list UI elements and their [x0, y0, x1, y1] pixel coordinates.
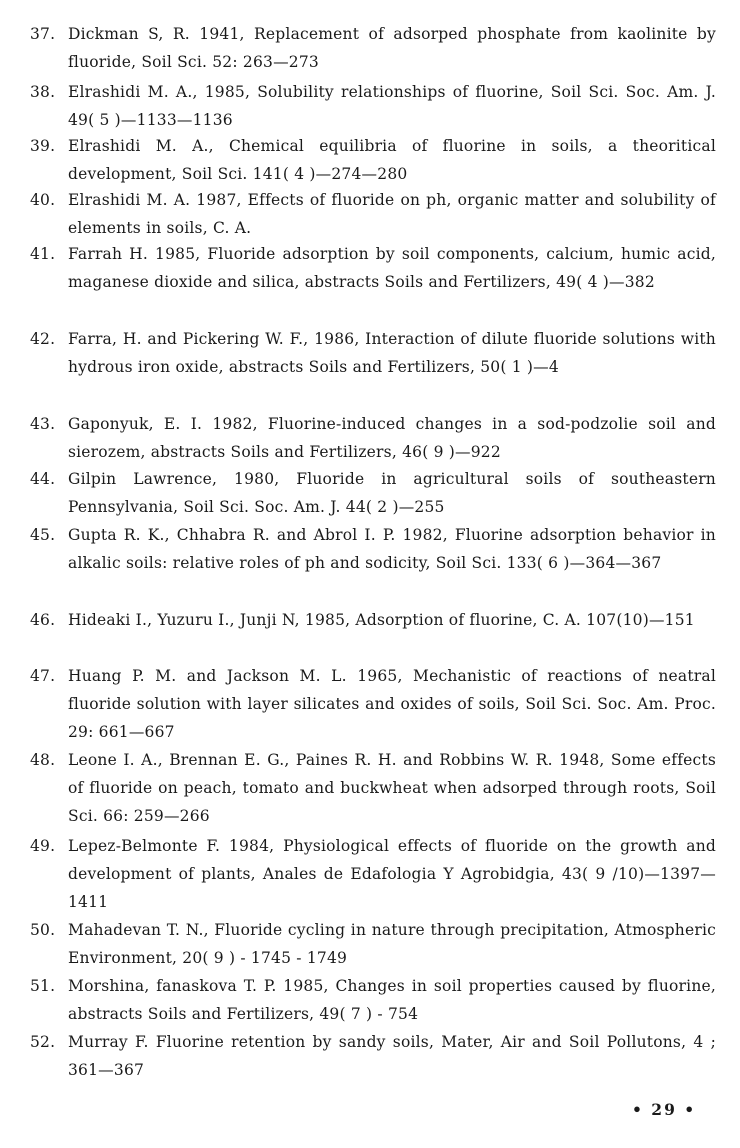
reference-item-52 — [30, 1028, 716, 1084]
reference-text: Elrashidi M. A., 1985, Solubility relationships of fluorine, Soil Sci. Soc. Am. J. 49( 5 )—1133—1136 — [68, 83, 716, 129]
reference-number: 39. — [30, 137, 56, 155]
reference-number: 41. — [30, 245, 56, 263]
reference-text: Farrah H. 1985, Fluoride adsorption by soil components, calcium, humic acid, maganese dioxide and silica, abstracts Soils and Fertilizers, 49( 4 )—382 — [68, 245, 716, 291]
reference-number: 42. — [30, 330, 56, 348]
reference-number: 46. — [30, 611, 56, 629]
reference-text: Gupta R. K., Chhabra R. and Abrol I. P. 1982, Fluorine adsorption behavior in alkalic soils: relative roles of ph and sodicity, Soil Sci. 133( 6 )—364—367 — [68, 526, 716, 572]
reference-text: Lepez-Belmonte F. 1984, Physiological effects of fluoride on the growth and development of plants, Anales de Edafologia Y Agrobidgia, 43( 9 /10)—1397—1411 — [68, 837, 716, 911]
reference-item-48 — [30, 746, 716, 830]
reference-text: Gilpin Lawrence, 1980, Fluoride in agricultural soils of southeastern Pennsylvania, Soil Sci. Soc. Am. J. 44( 2 )—255 — [68, 470, 716, 516]
page-number: • 29 • — [632, 1100, 697, 1119]
reference-text: Farra, H. and Pickering W. F., 1986, Interaction of dilute fluoride solutions with hydrous iron oxide, abstracts Soils and Fertilizers, 50( 1 )—4 — [68, 330, 716, 376]
reference-item-41 — [30, 240, 716, 296]
reference-item-50 — [30, 916, 716, 972]
reference-text: Hideaki I., Yuzuru I., Junji N, 1985, Adsorption of fluorine, C. A. 107(10)—151 — [68, 611, 695, 629]
reference-number: 47. — [30, 667, 56, 685]
reference-item-44 — [30, 465, 716, 521]
reference-text: Huang P. M. and Jackson M. L. 1965, Mechanistic of reactions of neatral fluoride solution with layer silicates and oxides of soils, Soil Sci. Soc. Am. Proc. 29: 661—667 — [68, 667, 716, 741]
reference-text: Murray F. Fluorine retention by sandy soils, Mater, Air and Soil Pollutons, 4 ; 361—367 — [68, 1033, 716, 1079]
reference-item-38 — [30, 78, 716, 134]
reference-item-40 — [30, 186, 716, 242]
reference-item-49 — [30, 832, 716, 916]
reference-number: 40. — [30, 191, 56, 209]
reference-text: Dickman S, R. 1941, Replacement of adsorped phosphate from kaolinite by fluoride, Soil Sci. 52: 263—273 — [68, 25, 716, 71]
reference-text: Leone I. A., Brennan E. G., Paines R. H. and Robbins W. R. 1948, Some effects of fluoride on peach, tomato and buckwheat when adsorped through roots, Soil Sci. 66: 259—266 — [68, 751, 716, 825]
reference-text: Mahadevan T. N., Fluoride cycling in nature through precipitation, Atmospheric Environment, 20( 9 ) - 1745 - 1749 — [68, 921, 716, 967]
reference-item-47 — [30, 662, 716, 746]
reference-number: 45. — [30, 526, 56, 544]
reference-item-51 — [30, 972, 716, 1028]
reference-item-45 — [30, 521, 716, 577]
reference-number: 37. — [30, 25, 56, 43]
reference-number: 50. — [30, 921, 56, 939]
reference-text: Elrashidi M. A., Chemical equilibria of fluorine in soils, a theoritical development, Soil Sci. 141( 4 )—274—280 — [68, 137, 716, 183]
reference-number: 52. — [30, 1033, 56, 1051]
reference-text: Elrashidi M. A. 1987, Effects of fluoride on ph, organic matter and solubility of elements in soils, C. A. — [68, 191, 716, 237]
reference-item-46 — [30, 606, 716, 634]
reference-item-39 — [30, 132, 716, 188]
reference-item-37 — [30, 20, 716, 76]
reference-text: Morshina, fanaskova T. P. 1985, Changes in soil properties caused by fluorine, abstracts Soils and Fertilizers, 49( 7 ) - 754 — [68, 977, 716, 1023]
reference-number: 51. — [30, 977, 56, 995]
reference-number: 49. — [30, 837, 56, 855]
reference-item-43 — [30, 410, 716, 466]
reference-number: 44. — [30, 470, 56, 488]
reference-number: 38. — [30, 83, 56, 101]
reference-item-42 — [30, 325, 716, 381]
reference-text: Gaponyuk, E. I. 1982, Fluorine-induced changes in a sod-podzolie soil and sierozem, abstracts Soils and Fertilizers, 46( 9 )—922 — [68, 415, 716, 461]
reference-number: 48. — [30, 751, 56, 769]
reference-number: 43. — [30, 415, 56, 433]
